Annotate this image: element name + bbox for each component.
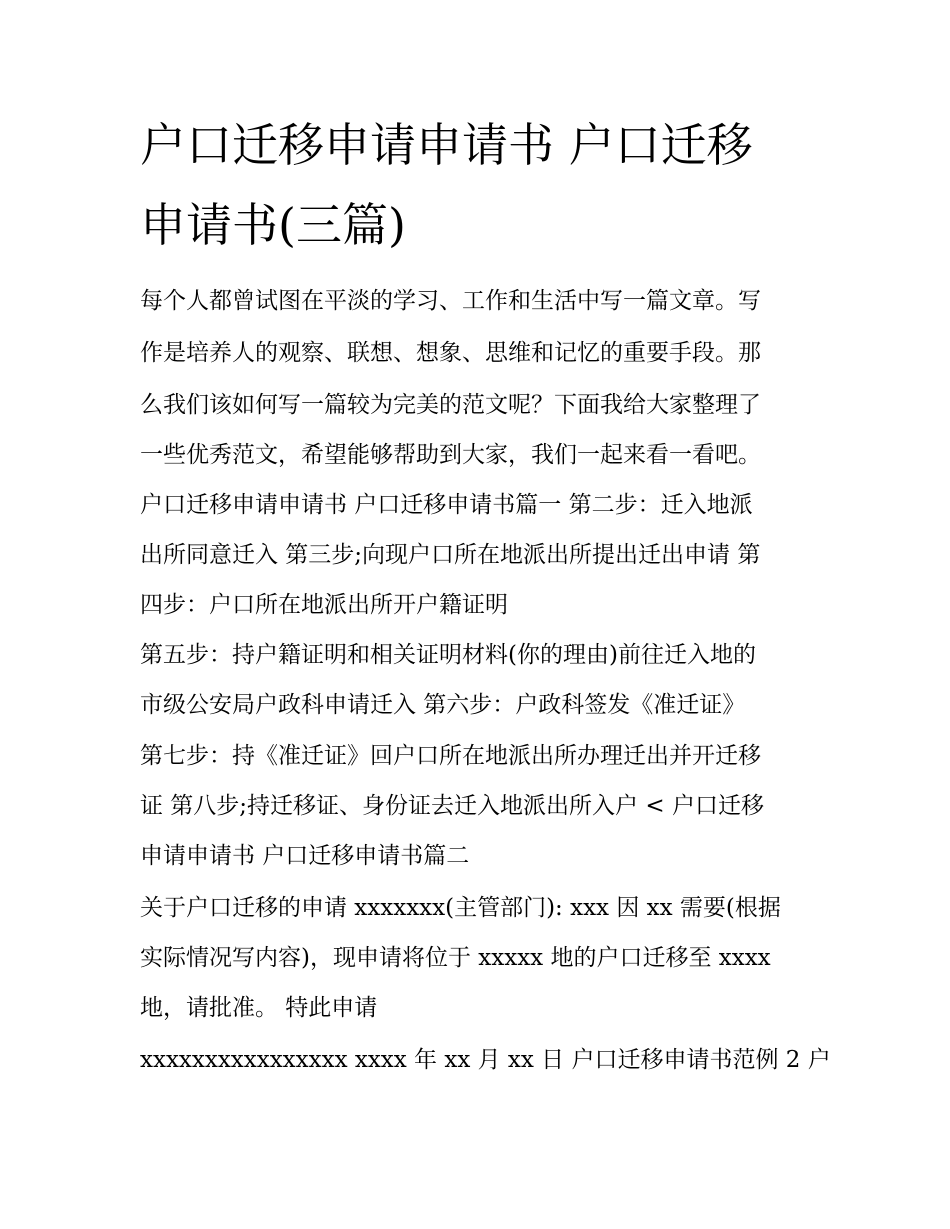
body-line-2: 作是培养人的观察、联想、想象、思维和记忆的重要手段。那 [140,340,761,366]
body-line-15: 地，请批准。 特此申请 [140,995,378,1021]
body-line-5: 户口迁移申请申请书 户口迁移申请书篇一 第二步：迁入地派 [140,492,753,518]
body-line-13: 关于户口迁移的申请 xxxxxxx(主管部门): xxx 因 xx 需要(根据 [140,895,781,921]
body-line-4: 一些优秀范文，希望能够帮助到大家，我们一起来看一看吧。 [140,442,761,468]
title-line-1: 户口迁移申请申请书 户口迁移 [140,118,753,172]
body-line-10: 第七步：持《准迁证》回户口所在地派出所办理迁出并开迁移 [140,743,761,769]
title-line-2: 申请书(三篇) [140,198,406,252]
body-line-1: 每个人都曾试图在平淡的学习、工作和生活中写一篇文章。写 [140,288,761,314]
body-line-9: 市级公安局户政科申请迁入 第六步：户政科签发《准迁证》 [140,692,746,718]
body-line-3: 么我们该如何写一篇较为完美的范文呢？下面我给大家整理了 [140,392,761,418]
body-line-7: 四步：户口所在地派出所开户籍证明 [140,592,508,618]
body-line-11: 证 第八步;持迁移证、身份证去迁入地派出所入户 < 户口迁移 [140,793,764,819]
body-line-16: xxxxxxxxxxxxxxxx xxxx 年 xx 月 xx 日 户口迁移申请书范例 2 户 [140,1047,831,1073]
body-line-8: 第五步：持户籍证明和相关证明材料(你的理由)前往迁入地的 [140,642,756,668]
body-line-6: 出所同意迁入 第三步;向现户口所在地派出所提出迁出申请 第 [140,542,761,568]
body-line-14: 实际情况写内容)，现申请将位于 xxxxx 地的户口迁移至 xxxx [140,945,771,971]
body-line-12: 申请申请书 户口迁移申请书篇二 [140,843,470,869]
